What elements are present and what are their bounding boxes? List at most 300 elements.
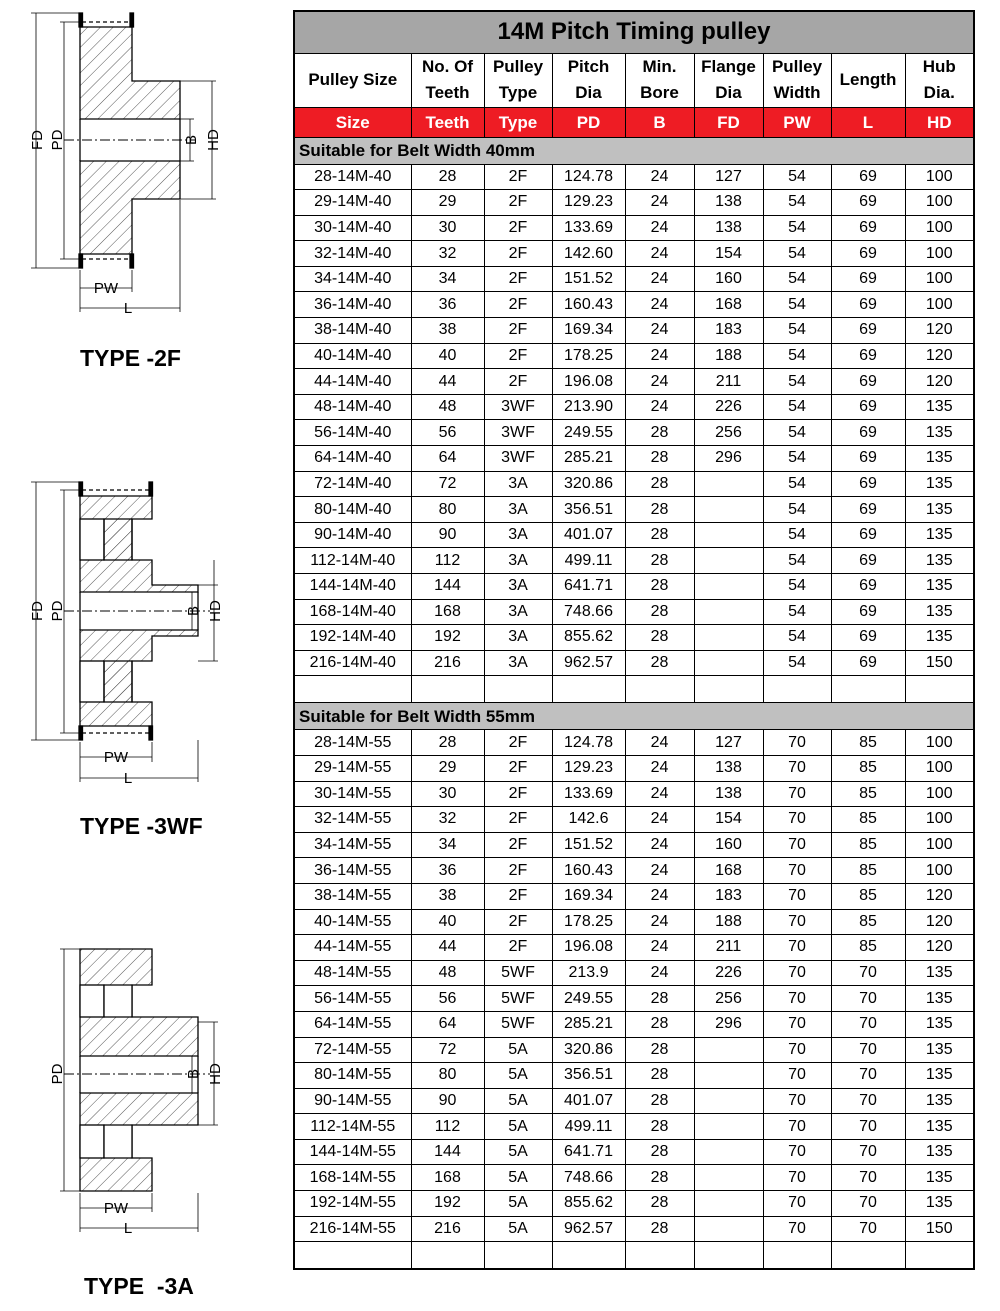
table-cell: 32-14M-40 bbox=[294, 241, 411, 267]
table-cell: 70 bbox=[831, 1011, 905, 1037]
blank-cell bbox=[294, 1242, 411, 1269]
table-row bbox=[294, 781, 974, 807]
table-cell: 70 bbox=[763, 1011, 831, 1037]
table-cell: 54 bbox=[763, 369, 831, 395]
table-cell: 28 bbox=[625, 574, 694, 600]
table-cell: 5WF bbox=[484, 986, 552, 1012]
blank-cell bbox=[694, 1242, 763, 1269]
table-row bbox=[294, 1088, 974, 1114]
table-cell: 54 bbox=[763, 522, 831, 548]
table-cell: 70 bbox=[763, 1088, 831, 1114]
blank-cell bbox=[905, 676, 974, 703]
table-cell: 2F bbox=[484, 935, 552, 961]
table-cell: 2F bbox=[484, 755, 552, 781]
label-3a-b: B bbox=[185, 1068, 202, 1080]
table-cell: 135 bbox=[905, 1191, 974, 1217]
table-cell: 90 bbox=[411, 522, 484, 548]
table-cell: 2F bbox=[484, 318, 552, 344]
table-row bbox=[294, 1216, 974, 1242]
table-cell: 54 bbox=[763, 394, 831, 420]
table-cell: 70 bbox=[763, 1165, 831, 1191]
table-cell: 285.21 bbox=[552, 446, 625, 472]
table-row bbox=[294, 1165, 974, 1191]
table-cell: 168-14M-55 bbox=[294, 1165, 411, 1191]
table-cell: 44-14M-55 bbox=[294, 935, 411, 961]
table-cell: 85 bbox=[831, 909, 905, 935]
type-3wf-label: TYPE -3WF bbox=[80, 813, 203, 839]
column-header: No. Of Teeth bbox=[411, 53, 484, 107]
table-cell: 256 bbox=[694, 986, 763, 1012]
table-cell: 188 bbox=[694, 343, 763, 369]
table-cell: 135 bbox=[905, 446, 974, 472]
table-cell: 64 bbox=[411, 1011, 484, 1037]
table-cell: 178.25 bbox=[552, 909, 625, 935]
table-cell: 100 bbox=[905, 858, 974, 884]
table-cell: 69 bbox=[831, 215, 905, 241]
table-cell: 3A bbox=[484, 599, 552, 625]
table-cell: 54 bbox=[763, 574, 831, 600]
blank-cell bbox=[411, 676, 484, 703]
table-cell: 24 bbox=[625, 241, 694, 267]
table-cell: 70 bbox=[763, 1063, 831, 1089]
table-cell: 748.66 bbox=[552, 1165, 625, 1191]
table-cell: 28 bbox=[625, 420, 694, 446]
table-cell: 192 bbox=[411, 1191, 484, 1217]
table-cell: 3A bbox=[484, 471, 552, 497]
blank-cell bbox=[552, 676, 625, 703]
table-cell: 129.23 bbox=[552, 755, 625, 781]
table-cell: 5A bbox=[484, 1191, 552, 1217]
table-cell: 69 bbox=[831, 266, 905, 292]
table-cell bbox=[694, 1088, 763, 1114]
table-cell: 2F bbox=[484, 858, 552, 884]
label-3a-l: L bbox=[123, 1220, 133, 1237]
table-cell: 28 bbox=[625, 1216, 694, 1242]
pulley-diagrams bbox=[0, 0, 285, 1311]
table-cell bbox=[694, 548, 763, 574]
table-cell: 80-14M-40 bbox=[294, 497, 411, 523]
table-cell: 100 bbox=[905, 781, 974, 807]
table-cell: 28 bbox=[625, 446, 694, 472]
table-cell: 641.71 bbox=[552, 574, 625, 600]
table-row bbox=[294, 1037, 974, 1063]
table-cell: 24 bbox=[625, 215, 694, 241]
table-cell: 216-14M-55 bbox=[294, 1216, 411, 1242]
table-cell: 28 bbox=[625, 548, 694, 574]
table-cell: 100 bbox=[905, 755, 974, 781]
table-cell: 69 bbox=[831, 574, 905, 600]
table-cell: 70 bbox=[763, 1114, 831, 1140]
table-cell: 124.78 bbox=[552, 730, 625, 756]
blank-cell bbox=[905, 1242, 974, 1269]
table-cell: 135 bbox=[905, 1139, 974, 1165]
blank-cell bbox=[552, 1242, 625, 1269]
table-row bbox=[294, 318, 974, 344]
table-cell: 38 bbox=[411, 318, 484, 344]
table-cell: 70 bbox=[763, 781, 831, 807]
table-cell: 24 bbox=[625, 935, 694, 961]
table-cell: 100 bbox=[905, 190, 974, 216]
table-cell: 2F bbox=[484, 730, 552, 756]
table-cell: 69 bbox=[831, 241, 905, 267]
table-cell: 70 bbox=[831, 1191, 905, 1217]
table-title: 14M Pitch Timing pulley bbox=[294, 11, 974, 53]
table-cell: 135 bbox=[905, 420, 974, 446]
table-cell: 100 bbox=[905, 807, 974, 833]
table-cell: 28 bbox=[625, 1063, 694, 1089]
label-3wf-l: L bbox=[123, 770, 133, 787]
table-cell: 135 bbox=[905, 1011, 974, 1037]
table-cell bbox=[694, 1139, 763, 1165]
table-cell: 855.62 bbox=[552, 625, 625, 651]
column-abbreviation: Size bbox=[294, 107, 411, 137]
table-cell: 30-14M-40 bbox=[294, 215, 411, 241]
table-cell: 70 bbox=[763, 1037, 831, 1063]
label-3a-pw: PW bbox=[103, 1200, 129, 1217]
column-header: Length bbox=[831, 53, 905, 107]
table-cell: 70 bbox=[763, 730, 831, 756]
table-cell: 168 bbox=[411, 599, 484, 625]
table-cell: 196.08 bbox=[552, 369, 625, 395]
table-cell: 54 bbox=[763, 497, 831, 523]
table-cell: 2F bbox=[484, 164, 552, 190]
table-cell: 28 bbox=[625, 1011, 694, 1037]
table-cell: 70 bbox=[763, 807, 831, 833]
table-cell: 34 bbox=[411, 266, 484, 292]
table-cell: 2F bbox=[484, 292, 552, 318]
table-cell: 100 bbox=[905, 241, 974, 267]
table-cell: 133.69 bbox=[552, 215, 625, 241]
table-cell: 211 bbox=[694, 369, 763, 395]
header-row bbox=[294, 53, 974, 107]
table-cell: 38 bbox=[411, 883, 484, 909]
table-cell: 54 bbox=[763, 190, 831, 216]
table-cell: 226 bbox=[694, 960, 763, 986]
table-cell: 216 bbox=[411, 650, 484, 676]
column-abbreviation: Teeth bbox=[411, 107, 484, 137]
label-2f-l: L bbox=[123, 300, 133, 317]
column-abbreviation: FD bbox=[694, 107, 763, 137]
table-cell: 70 bbox=[831, 960, 905, 986]
table-cell: 70 bbox=[763, 960, 831, 986]
table-cell: 154 bbox=[694, 241, 763, 267]
table-cell: 256 bbox=[694, 420, 763, 446]
table-cell: 120 bbox=[905, 369, 974, 395]
table-cell: 85 bbox=[831, 755, 905, 781]
table-cell: 48-14M-40 bbox=[294, 394, 411, 420]
table-cell: 32 bbox=[411, 807, 484, 833]
table-cell: 226 bbox=[694, 394, 763, 420]
table-cell: 2F bbox=[484, 781, 552, 807]
table-cell: 285.21 bbox=[552, 1011, 625, 1037]
table-row bbox=[294, 832, 974, 858]
table-cell: 320.86 bbox=[552, 1037, 625, 1063]
table-row bbox=[294, 807, 974, 833]
label-2f-b: B bbox=[183, 134, 200, 146]
table-cell: 2F bbox=[484, 832, 552, 858]
table-cell: 72 bbox=[411, 1037, 484, 1063]
blank-cell bbox=[763, 1242, 831, 1269]
table-cell: 120 bbox=[905, 909, 974, 935]
table-cell: 44-14M-40 bbox=[294, 369, 411, 395]
table-row bbox=[294, 420, 974, 446]
table-cell bbox=[694, 522, 763, 548]
table-cell: 28 bbox=[625, 986, 694, 1012]
table-cell: 29-14M-40 bbox=[294, 190, 411, 216]
table-cell: 160.43 bbox=[552, 858, 625, 884]
table-cell: 135 bbox=[905, 548, 974, 574]
table-cell: 151.52 bbox=[552, 832, 625, 858]
table-cell: 34-14M-55 bbox=[294, 832, 411, 858]
table-cell: 296 bbox=[694, 446, 763, 472]
table-cell: 70 bbox=[831, 1216, 905, 1242]
table-cell: 142.60 bbox=[552, 241, 625, 267]
table-cell: 127 bbox=[694, 164, 763, 190]
table-cell: 56-14M-55 bbox=[294, 986, 411, 1012]
table-cell: 34-14M-40 bbox=[294, 266, 411, 292]
table-cell: 40 bbox=[411, 909, 484, 935]
table-cell: 3A bbox=[484, 625, 552, 651]
table-cell: 5A bbox=[484, 1139, 552, 1165]
table-cell: 70 bbox=[763, 1216, 831, 1242]
table-cell: 56-14M-40 bbox=[294, 420, 411, 446]
table-cell bbox=[694, 497, 763, 523]
column-abbreviation: PW bbox=[763, 107, 831, 137]
table-cell: 69 bbox=[831, 394, 905, 420]
table-cell: 112 bbox=[411, 1114, 484, 1140]
table-cell: 100 bbox=[905, 292, 974, 318]
table-cell: 192 bbox=[411, 625, 484, 651]
table-cell: 2F bbox=[484, 909, 552, 935]
table-cell: 54 bbox=[763, 471, 831, 497]
table-cell: 72-14M-40 bbox=[294, 471, 411, 497]
table-cell: 24 bbox=[625, 318, 694, 344]
table-cell: 120 bbox=[905, 935, 974, 961]
table-cell bbox=[694, 650, 763, 676]
pulley-spec-table-wrapper bbox=[293, 10, 973, 1270]
table-cell: 401.07 bbox=[552, 522, 625, 548]
table-cell: 213.9 bbox=[552, 960, 625, 986]
label-3a-pd: PD bbox=[49, 1063, 66, 1085]
table-cell: 38-14M-40 bbox=[294, 318, 411, 344]
table-cell: 100 bbox=[905, 730, 974, 756]
table-row bbox=[294, 343, 974, 369]
table-cell: 69 bbox=[831, 625, 905, 651]
table-cell: 70 bbox=[763, 755, 831, 781]
type-3a-drawing bbox=[60, 949, 218, 1232]
table-cell: 135 bbox=[905, 1037, 974, 1063]
table-cell: 24 bbox=[625, 730, 694, 756]
table-cell bbox=[694, 1063, 763, 1089]
table-row bbox=[294, 446, 974, 472]
table-cell: 24 bbox=[625, 960, 694, 986]
table-cell: 401.07 bbox=[552, 1088, 625, 1114]
table-cell: 962.57 bbox=[552, 650, 625, 676]
table-cell: 3A bbox=[484, 522, 552, 548]
table-cell: 70 bbox=[763, 935, 831, 961]
label-2f-pd: PD bbox=[49, 129, 66, 151]
table-cell: 120 bbox=[905, 883, 974, 909]
table-cell: 5A bbox=[484, 1114, 552, 1140]
table-cell: 296 bbox=[694, 1011, 763, 1037]
table-cell: 70 bbox=[763, 858, 831, 884]
table-cell: 5WF bbox=[484, 1011, 552, 1037]
table-cell: 28 bbox=[625, 1165, 694, 1191]
blank-cell bbox=[484, 1242, 552, 1269]
table-cell: 5A bbox=[484, 1216, 552, 1242]
table-cell: 29-14M-55 bbox=[294, 755, 411, 781]
table-cell: 188 bbox=[694, 909, 763, 935]
table-cell: 855.62 bbox=[552, 1191, 625, 1217]
label-2f-pw: PW bbox=[93, 280, 119, 297]
table-row bbox=[294, 1011, 974, 1037]
table-cell: 54 bbox=[763, 318, 831, 344]
table-cell: 169.34 bbox=[552, 883, 625, 909]
table-cell: 72-14M-55 bbox=[294, 1037, 411, 1063]
table-cell: 183 bbox=[694, 883, 763, 909]
column-abbreviation: PD bbox=[552, 107, 625, 137]
table-cell: 70 bbox=[831, 1139, 905, 1165]
table-cell: 54 bbox=[763, 292, 831, 318]
table-cell: 135 bbox=[905, 599, 974, 625]
table-cell: 70 bbox=[763, 986, 831, 1012]
table-cell: 28 bbox=[625, 1037, 694, 1063]
table-row bbox=[294, 215, 974, 241]
table-cell: 183 bbox=[694, 318, 763, 344]
table-cell: 169.34 bbox=[552, 318, 625, 344]
table-row bbox=[294, 935, 974, 961]
table-cell: 135 bbox=[905, 1114, 974, 1140]
table-cell: 196.08 bbox=[552, 935, 625, 961]
table-cell: 85 bbox=[831, 935, 905, 961]
table-row bbox=[294, 1191, 974, 1217]
table-cell: 150 bbox=[905, 650, 974, 676]
section-title: Suitable for Belt Width 40mm bbox=[294, 137, 974, 164]
table-row bbox=[294, 960, 974, 986]
table-cell: 135 bbox=[905, 394, 974, 420]
blank-cell bbox=[625, 676, 694, 703]
label-2f-hd: HD bbox=[205, 129, 222, 151]
label-2f-fd: FD bbox=[29, 130, 46, 150]
table-cell: 5A bbox=[484, 1037, 552, 1063]
table-row bbox=[294, 755, 974, 781]
table-cell: 54 bbox=[763, 266, 831, 292]
table-cell: 213.90 bbox=[552, 394, 625, 420]
table-row bbox=[294, 730, 974, 756]
table-cell: 24 bbox=[625, 343, 694, 369]
table-cell: 69 bbox=[831, 446, 905, 472]
table-cell: 28-14M-55 bbox=[294, 730, 411, 756]
table-cell: 36-14M-55 bbox=[294, 858, 411, 884]
pulley-drawings bbox=[0, 0, 285, 1311]
table-cell: 70 bbox=[763, 1139, 831, 1165]
table-row bbox=[294, 1139, 974, 1165]
table-row bbox=[294, 883, 974, 909]
table-cell: 168 bbox=[694, 292, 763, 318]
table-cell: 135 bbox=[905, 497, 974, 523]
type-3a-label: TYPE -3A bbox=[84, 1273, 194, 1299]
column-abbreviation: Type bbox=[484, 107, 552, 137]
table-cell: 70 bbox=[763, 832, 831, 858]
section-header-row bbox=[294, 703, 974, 730]
blank-row bbox=[294, 676, 974, 703]
table-cell: 168 bbox=[411, 1165, 484, 1191]
blank-cell bbox=[625, 1242, 694, 1269]
table-cell: 90 bbox=[411, 1088, 484, 1114]
table-cell: 135 bbox=[905, 625, 974, 651]
table-cell: 120 bbox=[905, 343, 974, 369]
table-cell: 28 bbox=[625, 599, 694, 625]
table-cell: 48-14M-55 bbox=[294, 960, 411, 986]
table-cell: 80 bbox=[411, 1063, 484, 1089]
table-cell: 168-14M-40 bbox=[294, 599, 411, 625]
table-row bbox=[294, 522, 974, 548]
table-cell: 499.11 bbox=[552, 548, 625, 574]
table-cell: 69 bbox=[831, 369, 905, 395]
column-abbreviation: HD bbox=[905, 107, 974, 137]
table-cell: 168 bbox=[694, 858, 763, 884]
table-body bbox=[294, 137, 974, 1269]
table-cell: 69 bbox=[831, 190, 905, 216]
table-cell: 54 bbox=[763, 420, 831, 446]
table-cell: 56 bbox=[411, 420, 484, 446]
table-cell: 28 bbox=[625, 650, 694, 676]
table-cell bbox=[694, 1037, 763, 1063]
table-cell: 133.69 bbox=[552, 781, 625, 807]
table-cell: 2F bbox=[484, 266, 552, 292]
table-cell: 28 bbox=[411, 164, 484, 190]
blank-cell bbox=[294, 676, 411, 703]
table-cell: 70 bbox=[831, 1114, 905, 1140]
table-cell: 144 bbox=[411, 1139, 484, 1165]
table-cell: 160 bbox=[694, 266, 763, 292]
table-cell: 64-14M-40 bbox=[294, 446, 411, 472]
table-cell: 127 bbox=[694, 730, 763, 756]
table-cell: 3WF bbox=[484, 394, 552, 420]
table-cell: 30 bbox=[411, 781, 484, 807]
table-cell: 3A bbox=[484, 497, 552, 523]
table-cell: 120 bbox=[905, 318, 974, 344]
table-cell: 356.51 bbox=[552, 497, 625, 523]
blank-row bbox=[294, 1242, 974, 1269]
table-cell: 24 bbox=[625, 292, 694, 318]
table-cell: 24 bbox=[625, 781, 694, 807]
table-cell: 28 bbox=[625, 625, 694, 651]
column-header: Min. Bore bbox=[625, 53, 694, 107]
table-cell: 54 bbox=[763, 446, 831, 472]
table-cell: 962.57 bbox=[552, 1216, 625, 1242]
table-cell: 151.52 bbox=[552, 266, 625, 292]
pulley-spec-table bbox=[293, 10, 975, 1270]
table-row bbox=[294, 574, 974, 600]
table-cell: 28 bbox=[625, 522, 694, 548]
table-row bbox=[294, 190, 974, 216]
table-row bbox=[294, 266, 974, 292]
table-cell: 40-14M-55 bbox=[294, 909, 411, 935]
table-cell: 135 bbox=[905, 986, 974, 1012]
table-cell: 28-14M-40 bbox=[294, 164, 411, 190]
table-cell: 48 bbox=[411, 394, 484, 420]
table-cell: 216 bbox=[411, 1216, 484, 1242]
table-cell: 135 bbox=[905, 1165, 974, 1191]
table-cell: 100 bbox=[905, 266, 974, 292]
table-cell bbox=[694, 471, 763, 497]
table-cell: 2F bbox=[484, 241, 552, 267]
table-cell: 69 bbox=[831, 599, 905, 625]
column-header: Pitch Dia bbox=[552, 53, 625, 107]
table-cell: 135 bbox=[905, 960, 974, 986]
table-cell: 69 bbox=[831, 318, 905, 344]
